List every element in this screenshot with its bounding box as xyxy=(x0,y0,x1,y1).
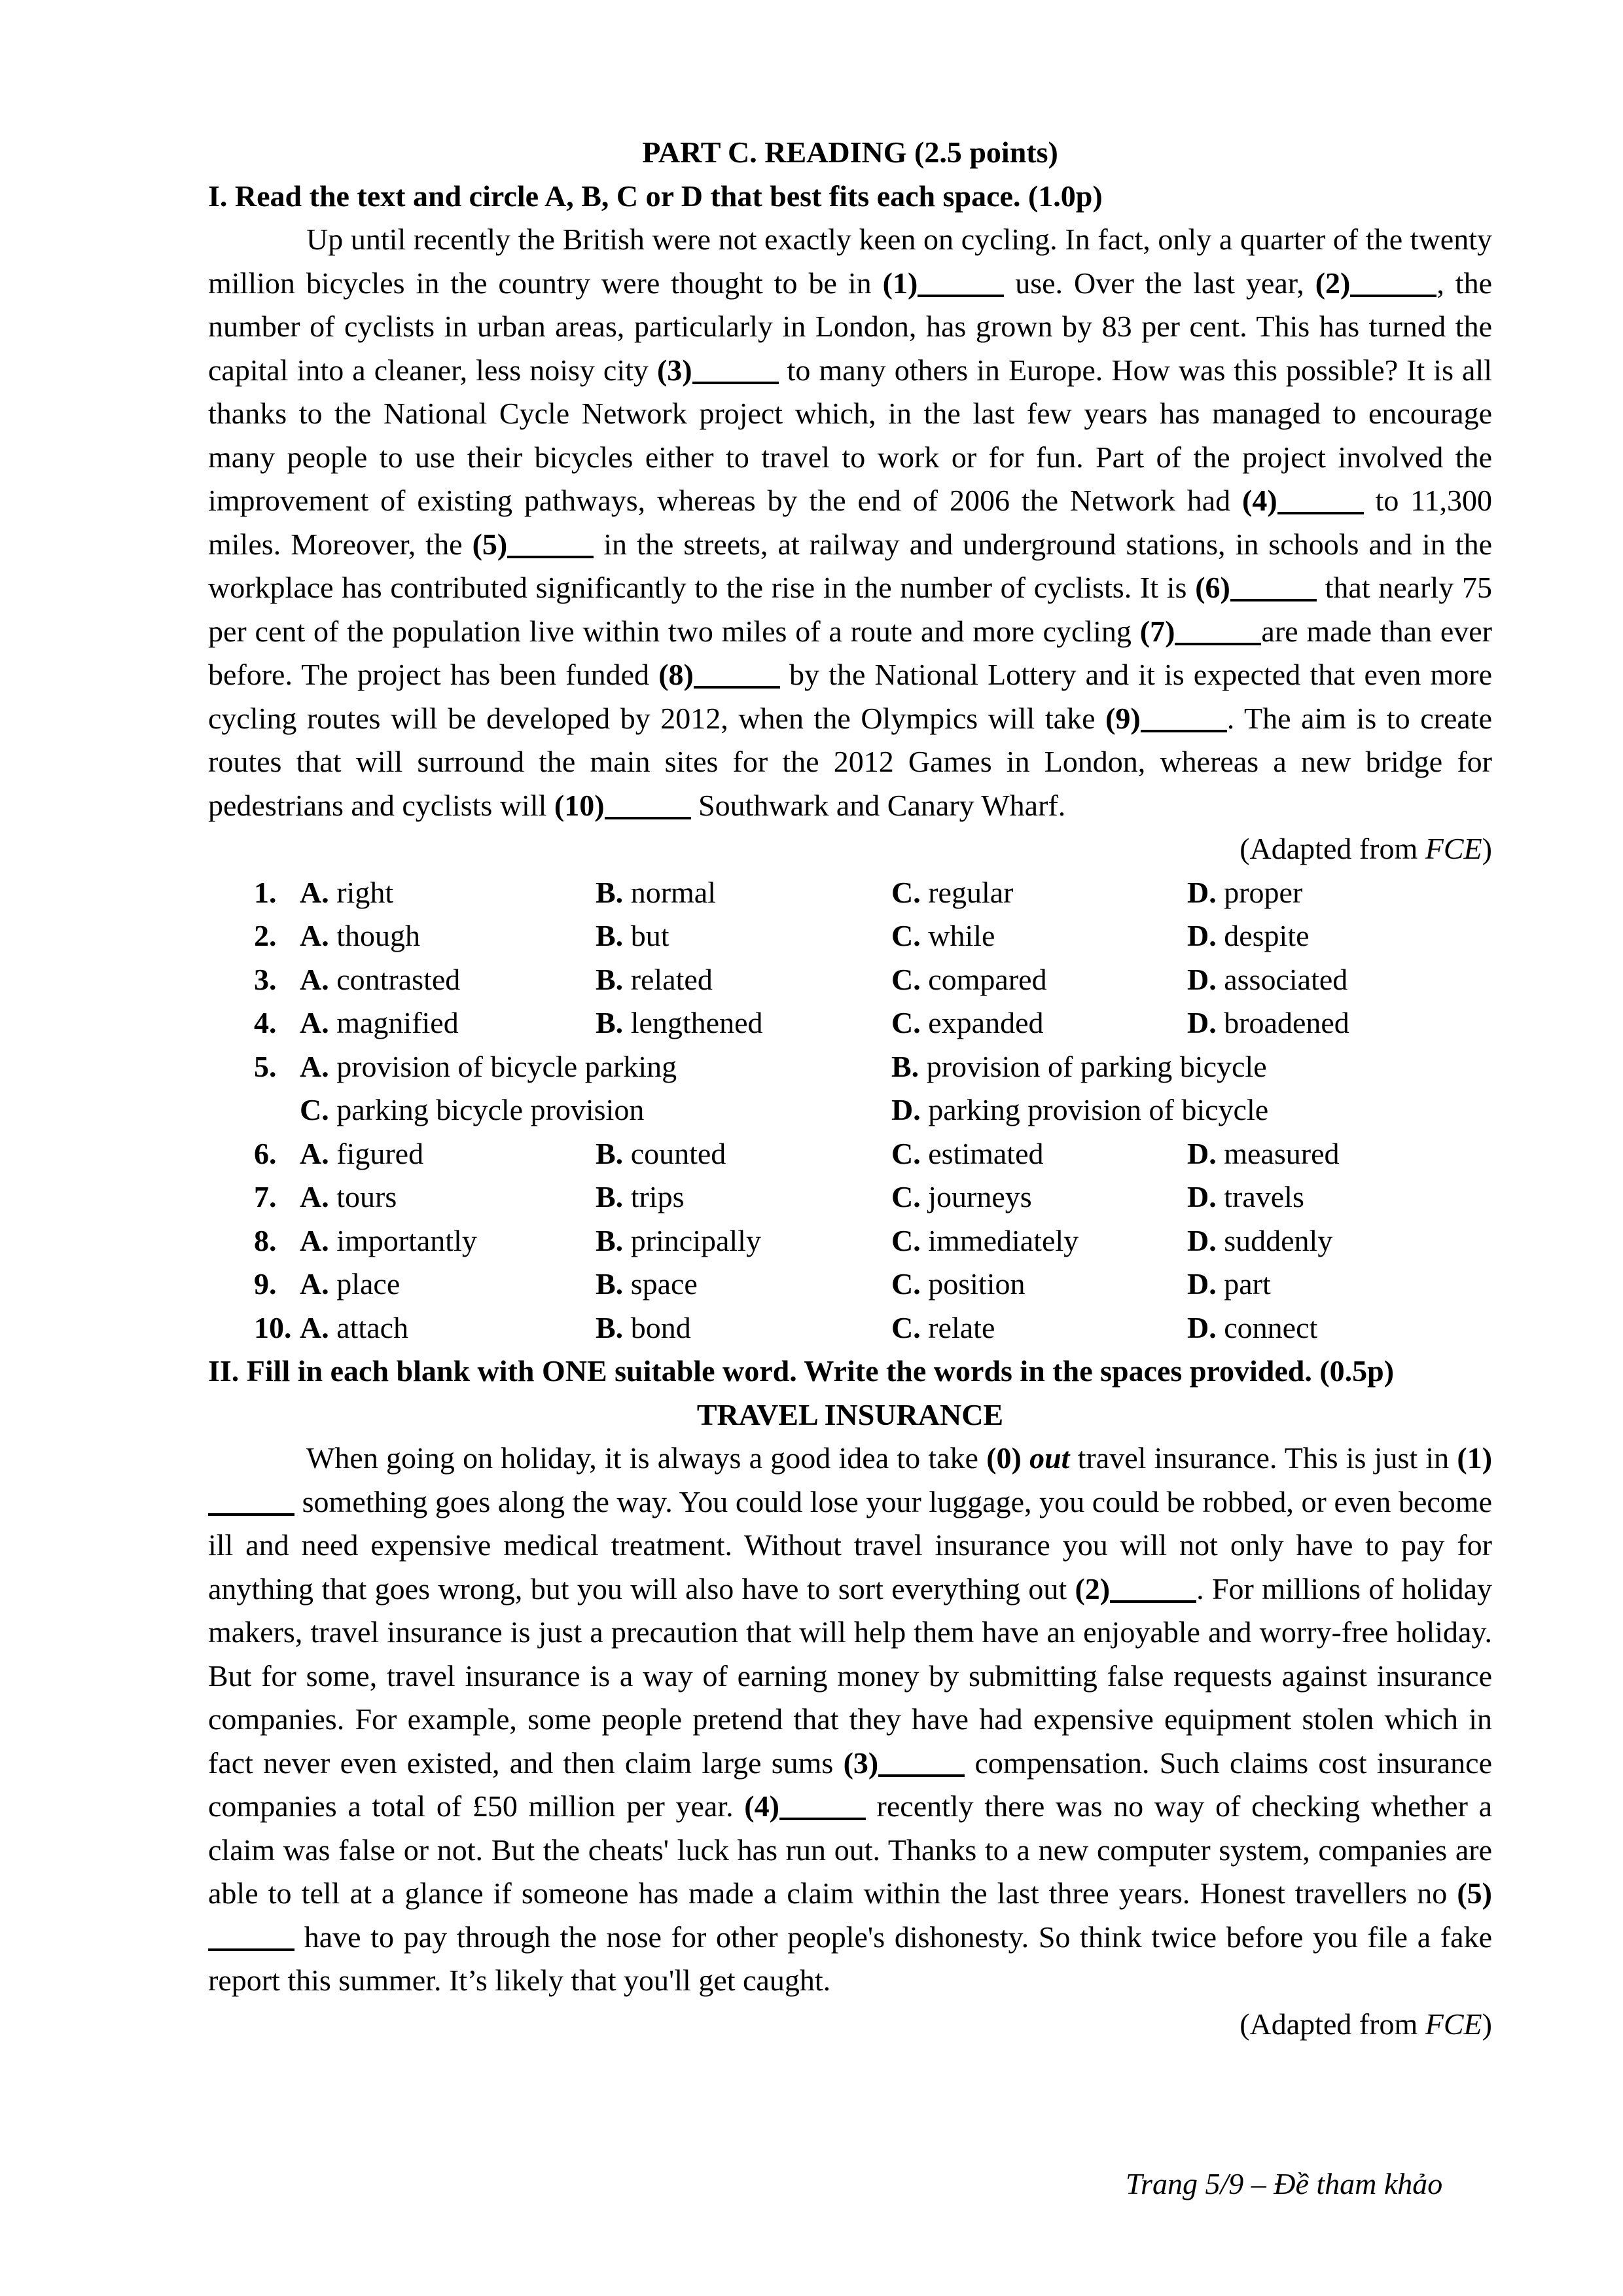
option-a[interactable] xyxy=(300,958,596,1002)
option-b[interactable] xyxy=(596,914,891,958)
option-a[interactable] xyxy=(300,1132,596,1176)
option-letter: B. xyxy=(596,1136,624,1170)
option-letter: B. xyxy=(596,962,624,996)
blank-number: (3) xyxy=(843,1746,879,1780)
question-number: 3. xyxy=(254,962,277,996)
option-text: attach xyxy=(329,1310,409,1344)
option-text: regular xyxy=(920,875,1014,909)
option-letter: C. xyxy=(300,1093,329,1126)
blank-line[interactable] xyxy=(208,1922,294,1951)
source-prefix: (Adapted from xyxy=(1240,2007,1425,2041)
blank-line[interactable] xyxy=(694,660,780,689)
blank-line[interactable] xyxy=(878,1748,965,1777)
option-letter: C. xyxy=(891,1136,921,1170)
question-row xyxy=(254,1175,1492,1219)
passage-text: . The aim is to create routes that will surround the main sites for the 2012 Games in London, whereas a new bridge for pedestrians and cyclists will xyxy=(208,701,1492,822)
blank-number: (5) xyxy=(1457,1876,1492,1910)
option-text: magnified xyxy=(329,1006,459,1039)
blank-line[interactable] xyxy=(1175,617,1261,645)
question-number: 4. xyxy=(254,1006,277,1039)
option-text: provision of parking bicycle xyxy=(919,1049,1267,1083)
option-d[interactable] xyxy=(1187,1219,1483,1263)
question-number: 7. xyxy=(254,1180,277,1213)
option-c[interactable] xyxy=(891,1132,1187,1176)
question-row xyxy=(254,871,1492,915)
passage-text: compensation. Such claims cost insurance companies a total of £50 million per year. xyxy=(208,1746,1492,1823)
passage-text: Up until recently the British were not exactly keen on cycling. In fact, only a quarter of the twenty million bicycles in the country were thought to be in xyxy=(208,223,1492,300)
option-d[interactable] xyxy=(1187,871,1483,915)
option-text: contrasted xyxy=(329,962,461,996)
blank-number: (6) xyxy=(1195,571,1230,604)
option-letter: A. xyxy=(300,1049,329,1083)
option-d[interactable] xyxy=(1187,1263,1483,1306)
option-text: space xyxy=(623,1267,698,1300)
option-letter: B. xyxy=(891,1049,919,1083)
option-text: tours xyxy=(329,1180,397,1213)
passage-text: Southwark and Canary Wharf. xyxy=(690,788,1066,822)
option-d[interactable] xyxy=(891,1088,1483,1132)
option-letter: A. xyxy=(300,1223,329,1257)
blank-line[interactable] xyxy=(1350,268,1436,297)
question-number: 6. xyxy=(254,1136,277,1170)
option-text: broadened xyxy=(1216,1006,1349,1039)
question-number: 5. xyxy=(254,1049,277,1083)
option-letter: A. xyxy=(300,1006,329,1039)
option-c[interactable] xyxy=(300,1088,891,1132)
option-letter: D. xyxy=(1187,962,1217,996)
option-letter: B. xyxy=(596,875,624,909)
option-text: while xyxy=(920,919,995,952)
option-c[interactable] xyxy=(891,1219,1187,1263)
option-d[interactable] xyxy=(1187,1001,1483,1045)
blank-line[interactable] xyxy=(507,529,594,558)
option-letter: B. xyxy=(596,1267,624,1300)
blank-line[interactable] xyxy=(918,268,1004,297)
blank-number: (2) xyxy=(1075,1571,1111,1605)
question-number: 10. xyxy=(254,1310,292,1344)
option-b[interactable] xyxy=(596,1306,891,1350)
option-letter: A. xyxy=(300,875,329,909)
part-title: PART C. READING (2.5 points) xyxy=(642,135,1058,169)
blank-number: (1) xyxy=(882,266,918,300)
option-text: relate xyxy=(920,1310,995,1344)
option-text: travels xyxy=(1216,1180,1304,1213)
passage-text: use. Over the last year, xyxy=(1004,266,1315,300)
option-a[interactable] xyxy=(300,914,596,958)
option-text: counted xyxy=(623,1136,726,1170)
question-number: 8. xyxy=(254,1223,277,1257)
option-text: position xyxy=(920,1267,1026,1300)
option-letter: C. xyxy=(891,962,921,996)
blank-number: (4) xyxy=(744,1789,779,1823)
passage-text xyxy=(1022,1441,1029,1475)
question-row xyxy=(254,1045,1492,1089)
option-letter: B. xyxy=(596,919,624,952)
option-letter: A. xyxy=(300,962,329,996)
option-text: principally xyxy=(623,1223,761,1257)
source-title: FCE xyxy=(1425,2007,1482,2041)
option-b[interactable] xyxy=(596,958,891,1002)
option-b[interactable] xyxy=(891,1045,1483,1089)
passage-text: recently there was no way of checking whether a claim was false or not. But the cheats' luck has run out. Thanks to a new computer system, companies are able to tell at a glance if someone has made a claim within the last three years. Honest travellers no xyxy=(208,1789,1492,1910)
option-b[interactable] xyxy=(596,1132,891,1176)
option-letter: A. xyxy=(300,1310,329,1344)
passage-text: in the streets, at railway and underground stations, in schools and in the workplace has contributed significantly to the rise in the number of cyclists. It is xyxy=(208,527,1493,604)
option-letter: D. xyxy=(1187,1310,1217,1344)
option-letter: A. xyxy=(300,1267,329,1300)
option-d[interactable] xyxy=(1187,1175,1483,1219)
answer-options xyxy=(254,871,1492,1350)
blank-line[interactable] xyxy=(1277,486,1364,514)
option-b[interactable] xyxy=(596,871,891,915)
option-text: but xyxy=(623,919,669,952)
option-text: despite xyxy=(1216,919,1310,952)
blank-number: (1) xyxy=(1457,1441,1493,1475)
option-letter: C. xyxy=(891,1006,921,1039)
section2-passage xyxy=(208,1437,1492,2003)
option-text: connect xyxy=(1216,1310,1318,1344)
option-text: normal xyxy=(623,875,716,909)
option-b[interactable] xyxy=(596,1175,891,1219)
source-suffix: ) xyxy=(1482,832,1492,865)
option-letter: D. xyxy=(1187,1267,1217,1300)
option-letter: C. xyxy=(891,1267,921,1300)
passage-text: that nearly 75 per cent of the population live within two miles of a route and more cycling xyxy=(208,571,1492,648)
option-c[interactable] xyxy=(891,1263,1187,1306)
option-letter: D. xyxy=(1187,1180,1217,1213)
blank-number: (10) xyxy=(554,788,605,822)
option-letter: B. xyxy=(596,1310,624,1344)
option-letter: C. xyxy=(891,1180,921,1213)
section1-instruction: I. Read the text and circle A, B, C or D that best fits each space. (1.0p) xyxy=(208,179,1103,213)
question-row xyxy=(254,1219,1492,1263)
option-text: associated xyxy=(1216,962,1348,996)
option-text: immediately xyxy=(920,1223,1079,1257)
section1-source xyxy=(208,827,1492,871)
option-text: parking provision of bicycle xyxy=(920,1093,1269,1126)
option-text: figured xyxy=(329,1136,424,1170)
question-row xyxy=(254,958,1492,1002)
option-letter: C. xyxy=(891,875,921,909)
passage-text: something goes along the way. You could lose your luggage, you could be robbed, or even become ill and need expensive medical treatment. Without travel insurance you will not only have to pay for anything that goes wrong, but you will also have to sort everything out xyxy=(208,1484,1492,1605)
passage-text: by the National Lottery and it is expected that even more cycling routes will be developed by 2012, when the Olympics will take xyxy=(208,658,1492,735)
passage-text: have to pay through the nose for other people's dishonesty. So think twice before you file a fake report this summer. It’s likely that you'll get caught. xyxy=(208,1920,1492,1997)
option-d[interactable] xyxy=(1187,914,1483,958)
blank-line[interactable] xyxy=(605,791,691,819)
blank-number: (8) xyxy=(658,658,694,691)
option-a[interactable] xyxy=(300,1219,596,1263)
blank-line[interactable] xyxy=(1110,1574,1196,1603)
option-letter: A. xyxy=(300,919,329,952)
option-d[interactable] xyxy=(1187,1306,1483,1350)
section2-source xyxy=(208,2003,1492,2047)
option-text: part xyxy=(1216,1267,1271,1300)
blank-line[interactable] xyxy=(779,1791,866,1820)
option-d[interactable] xyxy=(1187,1132,1483,1176)
passage-text: are made than ever before. The project has been funded xyxy=(208,614,1492,691)
option-text: importantly xyxy=(329,1223,477,1257)
option-b[interactable] xyxy=(596,1001,891,1045)
option-text: provision of bicycle parking xyxy=(329,1049,677,1083)
question-row xyxy=(254,1001,1492,1045)
option-letter: D. xyxy=(1187,919,1217,952)
blank-number: (2) xyxy=(1315,266,1351,300)
option-text: suddenly xyxy=(1216,1223,1333,1257)
question-row xyxy=(254,1263,1492,1306)
passage-text: . For millions of holiday makers, travel insurance is just a precaution that will help them have an enjoyable and worry-free holiday. But for some, travel insurance is a way of earning money by submitting false requests against insurance companies. For example, some people pretend that they have had expensive equipment stolen which in fact never even existed, and then claim large sums xyxy=(208,1571,1493,1780)
option-text: right xyxy=(329,875,394,909)
section2-instruction: II. Fill in each blank with ONE suitable word. Write the words in the spaces provided. (0.5p) xyxy=(208,1354,1395,1388)
option-a[interactable] xyxy=(300,871,596,915)
option-c[interactable] xyxy=(891,958,1187,1002)
option-letter: B. xyxy=(596,1006,624,1039)
option-letter: C. xyxy=(891,1310,921,1344)
blank-number: (4) xyxy=(1242,484,1277,517)
option-letter: A. xyxy=(300,1136,329,1170)
page-footer: Trang 5/9 – Đề tham khảo xyxy=(1126,2167,1443,2200)
example-number: (0) xyxy=(986,1441,1022,1475)
option-text: measured xyxy=(1216,1136,1340,1170)
option-c[interactable] xyxy=(891,914,1187,958)
question-row xyxy=(254,1306,1492,1350)
option-letter: D. xyxy=(891,1093,921,1126)
option-text: parking bicycle provision xyxy=(329,1093,645,1126)
passage-text: , the number of cyclists in urban areas, particularly in London, has grown by 83 per cent. This has turned the capital into a cleaner, less noisy city xyxy=(208,266,1492,387)
section1-passage xyxy=(208,218,1492,827)
blank-line[interactable] xyxy=(1230,573,1317,601)
passage-text: to 11,300 miles. Moreover, the xyxy=(208,484,1492,561)
source-prefix: (Adapted from xyxy=(1240,832,1425,865)
option-text: bond xyxy=(623,1310,691,1344)
option-letter: B. xyxy=(596,1180,624,1213)
blank-line[interactable] xyxy=(208,1487,294,1516)
passage-text: When going on holiday, it is always a good idea to take xyxy=(306,1441,987,1475)
option-b[interactable] xyxy=(596,1263,891,1306)
option-letter: D. xyxy=(1187,1136,1217,1170)
section2-title: TRAVEL INSURANCE xyxy=(696,1397,1004,1431)
passage-text: travel insurance. This is just in xyxy=(1069,1441,1457,1475)
option-c[interactable] xyxy=(891,1306,1187,1350)
question-row xyxy=(254,914,1492,958)
option-a[interactable] xyxy=(300,1001,596,1045)
option-a[interactable] xyxy=(300,1175,596,1219)
option-text: estimated xyxy=(920,1136,1044,1170)
blank-line[interactable] xyxy=(1141,704,1227,732)
option-text: related xyxy=(623,962,713,996)
option-b[interactable] xyxy=(596,1219,891,1263)
option-text: proper xyxy=(1216,875,1303,909)
question-number: 2. xyxy=(254,919,277,952)
option-a[interactable] xyxy=(300,1263,596,1306)
option-letter: A. xyxy=(300,1180,329,1213)
option-text: expanded xyxy=(920,1006,1044,1039)
option-a[interactable] xyxy=(300,1306,596,1350)
option-text: place xyxy=(329,1267,401,1300)
question-number: 1. xyxy=(254,875,277,909)
blank-number: (9) xyxy=(1105,701,1141,735)
question-number: 9. xyxy=(254,1267,277,1300)
exam-page xyxy=(208,131,1492,2046)
option-c[interactable] xyxy=(891,1175,1187,1219)
option-c[interactable] xyxy=(891,871,1187,915)
blank-number: (5) xyxy=(472,527,508,561)
blank-line[interactable] xyxy=(692,355,779,384)
option-text: compared xyxy=(920,962,1047,996)
option-letter: B. xyxy=(596,1223,624,1257)
option-letter: C. xyxy=(891,919,921,952)
option-d[interactable] xyxy=(1187,958,1483,1002)
option-letter: D. xyxy=(1187,1223,1217,1257)
option-letter: D. xyxy=(1187,1006,1217,1039)
option-text: trips xyxy=(623,1180,685,1213)
option-text: lengthened xyxy=(623,1006,763,1039)
option-c[interactable] xyxy=(891,1001,1187,1045)
source-suffix: ) xyxy=(1482,2007,1492,2041)
option-text: though xyxy=(329,919,421,952)
blank-number: (7) xyxy=(1139,614,1175,648)
option-a[interactable] xyxy=(300,1045,891,1089)
source-title: FCE xyxy=(1425,832,1482,865)
question-row-continued xyxy=(254,1088,1492,1132)
option-letter: C. xyxy=(891,1223,921,1257)
question-row xyxy=(254,1132,1492,1176)
passage-text: to many others in Europe. How was this possible? It is all thanks to the National Cycle Network project which, in the last few years has managed to encourage many people to use their bicycles either to travel to work or for fun. Part of the project involved the improvement of existing pathways, whereas by the end of 2006 the Network had xyxy=(208,353,1493,517)
example-answer: out xyxy=(1029,1441,1070,1475)
blank-number: (3) xyxy=(656,353,692,387)
option-letter: D. xyxy=(1187,875,1217,909)
option-text: journeys xyxy=(920,1180,1032,1213)
